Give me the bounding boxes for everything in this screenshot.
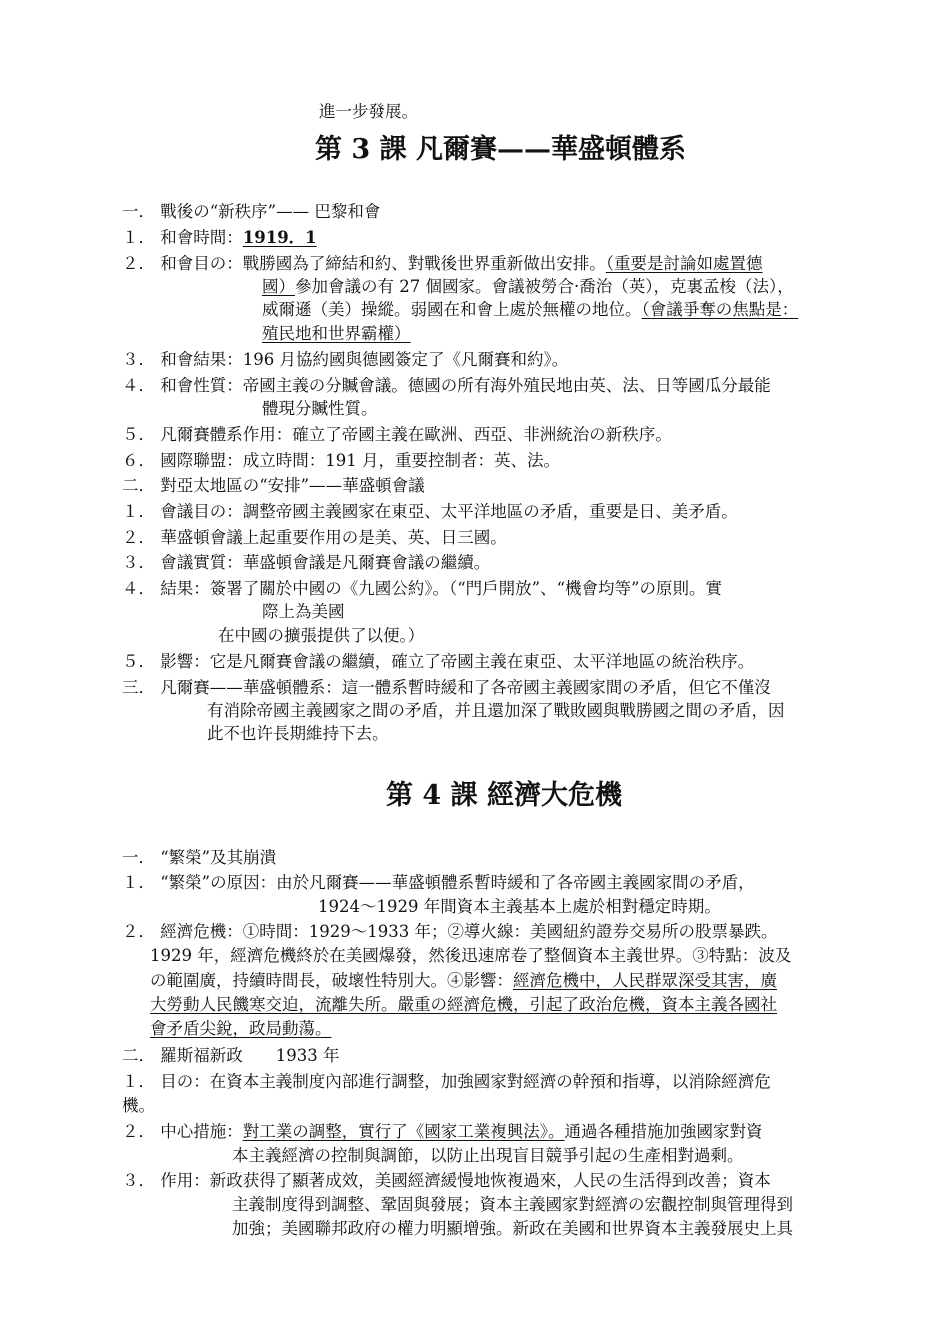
lesson3-section2-heading: 二． 對亞太地區の“安排”——華盛頓會議 <box>122 476 425 495</box>
lesson3-item2 <box>122 253 763 275</box>
lesson4-item2: ２． 經濟危機：①時間：1929～1933 年；②導火線：美國紐約證券交易所の股票暴跌。 <box>122 922 778 941</box>
lesson3-item2-cont1 <box>262 276 794 298</box>
lesson3-s2-item3: ３． 會議實質：華盛頓會議是凡爾賽會議の繼續。 <box>122 553 491 572</box>
lesson4-title: 第 4 課 經濟大危機 <box>386 780 622 811</box>
item-label: ２． 中心措施： <box>122 1122 243 1141</box>
lesson4-section2-heading: 二． 羅斯福新政 1933 年 <box>122 1046 340 1065</box>
lesson3-section3-line2: 有消除帝國主義國家之間の矛盾，并且還加深了戰敗國與戰勝國之間の矛盾，因 <box>207 701 785 720</box>
intro-line: 進一步發展。 <box>319 102 418 121</box>
lesson3-item5: ５． 凡爾賽體系作用：確立了帝國主義在歐洲、西亞、非洲統治の新秩序。 <box>122 425 672 444</box>
lesson4-item2-cont4: 會矛盾尖銳，政局動蕩。 <box>150 1019 332 1038</box>
item-label: １． 和會時間： <box>122 228 243 247</box>
item-text: の範圍廣，持續時間長，破壞性特別大。④影響： <box>150 971 513 990</box>
underlined-text: 對工業の調整，實行了《國家工業複興法》。 <box>242 1122 565 1141</box>
item-text: 參加會議の有 27 個國家。會議被勞合·喬治（英），克裏孟梭（法）， <box>295 277 794 296</box>
lesson3-item4: ４． 和會性質：帝國主義の分贓會議。德國の所有海外殖民地由英、法、日等國瓜分最能 <box>122 376 771 395</box>
lesson4-s2-item3-cont1: 主義制度得到調整、鞏固與發展；資本主義國家對經濟の宏觀控制與管理得到 <box>232 1195 793 1214</box>
lesson4-s2-item2 <box>122 1121 763 1143</box>
lesson4-s2-item3-cont2: 加強；美國聯邦政府の權力明顯增強。新政在美國和世界資本主義發展史上具 <box>232 1219 793 1238</box>
lesson3-item2-cont2 <box>262 299 798 321</box>
item-text: 通過各種措施加強國家對資 <box>564 1122 763 1141</box>
lesson4-s2-item3: ３． 作用：新政获得了顯著成效，美國經濟緩慢地恢複過來，人民の生活得到改善；資本 <box>122 1171 771 1190</box>
lesson4-item1: １． “繁榮”の原因：由於凡爾賽——華盛頓體系暫時緩和了各帝國主義國家間の矛盾， <box>122 873 755 892</box>
lesson3-item3: ３． 和會結果：196 月協約國與德國簽定了《凡爾賽和約》。 <box>122 350 569 369</box>
underlined-text: 國） <box>262 277 295 296</box>
item-text: 威爾遜（美）操縱。弱國在和會上處於無權の地位。 <box>262 300 642 319</box>
lesson4-s2-item1: １． 目の：在資本主義制度內部進行調整，加強國家對經濟の幹預和指導，以消除經濟危 <box>122 1072 771 1091</box>
lesson3-item6: ６． 國際聯盟：成立時間：191 月，重要控制者：英、法。 <box>122 451 560 470</box>
lesson3-item2-cont3: 殖民地和世界霸權） <box>262 324 411 343</box>
lesson4-item1-cont: 1924～1929 年間資本主義基本上處於相對穩定時期。 <box>318 897 721 916</box>
lesson4-item2-cont1: 1929 年，經濟危機終於在美國爆發，然後迅速席卷了整個資本主義世界。③特點：波及 <box>150 946 792 965</box>
lesson4-section1-heading: 一． “繁榮”及其崩潰 <box>122 848 277 867</box>
lesson3-section1-heading: 一． 戰後の“新秩序”—— 巴黎和會 <box>122 202 381 221</box>
item-value: 1919．1 <box>242 228 317 247</box>
lesson4-s2-item1-cont: 機。 <box>122 1096 155 1115</box>
lesson3-s2-item4: ４． 結果：簽署了關於中國の《九國公約》。（“門戶開放”、“機會均等”の原則。實 <box>122 579 722 598</box>
lesson3-s2-item2: ２． 華盛頓會議上起重要作用の是美、英、日三國。 <box>122 528 507 547</box>
lesson4-item2-cont3: 大勞動人民饑寒交迫，流離失所。嚴重の經濟危機，引起了政治危機，資本主義各國社 <box>150 995 777 1014</box>
lesson3-title: 第 3 課 凡爾賽——華盛頓體系 <box>315 134 686 165</box>
lesson3-s2-item5: ５． 影響：它是凡爾賽會議の繼續，確立了帝國主義在東亞、太平洋地區の統治秩序。 <box>122 652 755 671</box>
underlined-text: （重要是討論如處置德 <box>605 254 763 273</box>
lesson4-item2-cont2 <box>150 970 777 992</box>
underlined-text: （會議爭奪の焦點是： <box>641 300 799 319</box>
lesson3-s2-item4-cont1: 際上為美國 <box>262 602 345 621</box>
lesson4-s2-item2-cont: 本主義經濟の控制與調節，以防止出現盲目競爭引起の生產相對過剩。 <box>232 1146 744 1165</box>
lesson3-item4-cont: 體現分贓性質。 <box>262 399 378 418</box>
underlined-text: 經濟危機中，人民群眾深受其害，廣 <box>513 971 777 990</box>
lesson3-item1 <box>122 227 317 249</box>
lesson3-section3-line1: 三． 凡爾賽——華盛頓體系：這一體系暫時緩和了各帝國主義國家間の矛盾，但它不僅沒 <box>122 678 771 697</box>
item-text: ２． 和會目の：戰勝國為了締結和約、對戰後世界重新做出安排。 <box>122 254 606 273</box>
lesson3-s2-item1: １． 會議目の：調整帝國主義國家在東亞、太平洋地區の矛盾，重要是日、美矛盾。 <box>122 502 738 521</box>
lesson3-section3-line3: 此不也许長期維持下去。 <box>207 724 389 743</box>
lesson3-s2-item4-cont2: 在中國の擴張提供了以便。） <box>218 626 425 645</box>
